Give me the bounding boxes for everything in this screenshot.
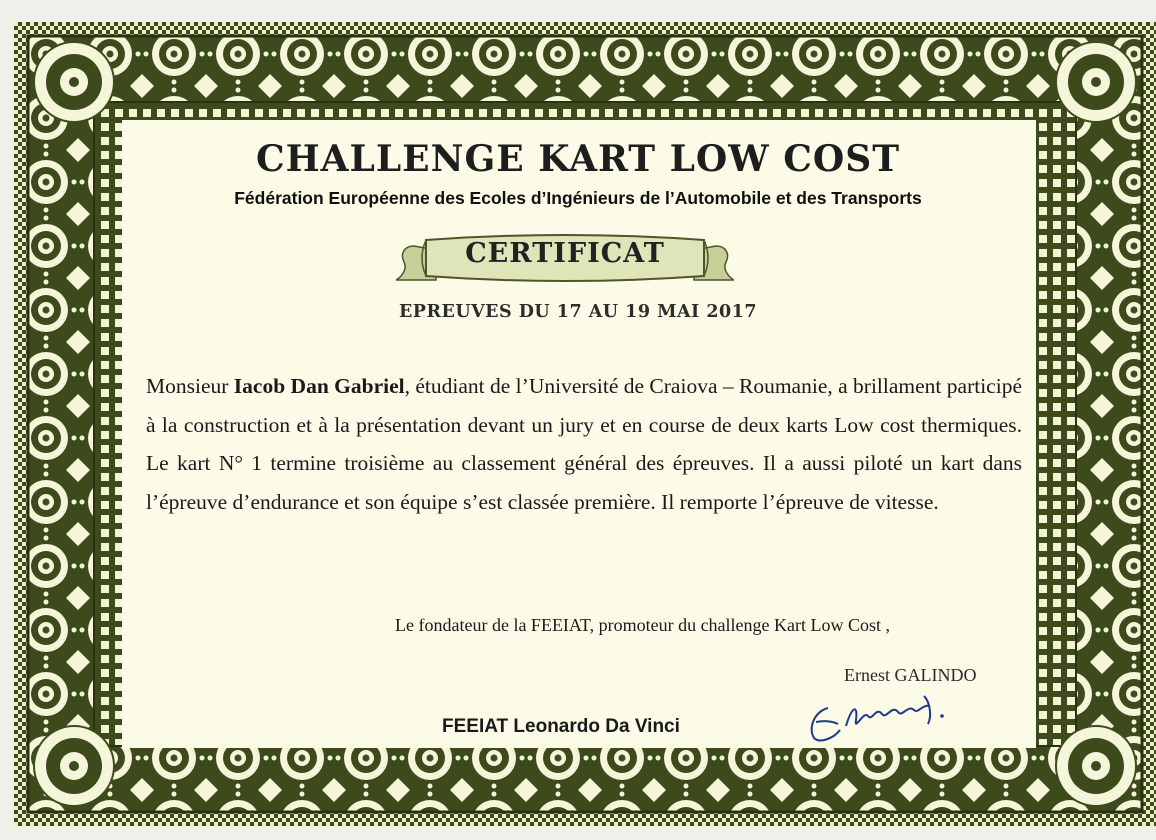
certificate-body <box>146 367 1022 521</box>
organization-name: FEEIAT Leonardo Da Vinci <box>442 716 680 737</box>
handwritten-signature <box>806 686 956 746</box>
signer-name: Ernest GALINDO <box>844 665 977 685</box>
body-prefix: Monsieur <box>146 374 234 398</box>
scan-margin-left <box>0 0 14 840</box>
certificate-title: CHALLENGE KART LOW COST <box>255 138 901 180</box>
event-dates: EPREUVES DU 17 AU 19 MAI 2017 <box>398 302 758 322</box>
certificate-label: CERTIFICAT <box>465 238 665 269</box>
scan-margin-top <box>0 0 1156 22</box>
recipient-name: Iacob Dan Gabriel <box>233 374 405 398</box>
federation-name: Fédération Européenne des Ecoles d’Ingénieurs de l’Automobile et des Transports <box>234 188 922 208</box>
scan-margin-bottom <box>0 826 1156 840</box>
founder-line: Le fondateur de la FEEIAT, promoteur du challenge Kart Low Cost , <box>395 615 891 635</box>
body-text: , étudiant de l’Université de Craiova – Roumanie, a brillament participé à la construction et à la présentation devant un jury et en course de deux karts Low cost thermiques. Le kart N° 1 termine troisième au classement général des épreuves. Il a aussi piloté un kart dans l’épreuve d’endurance et son équipe s’est classée première. Il remporte l’épreuve de vitesse. <box>146 374 1022 514</box>
